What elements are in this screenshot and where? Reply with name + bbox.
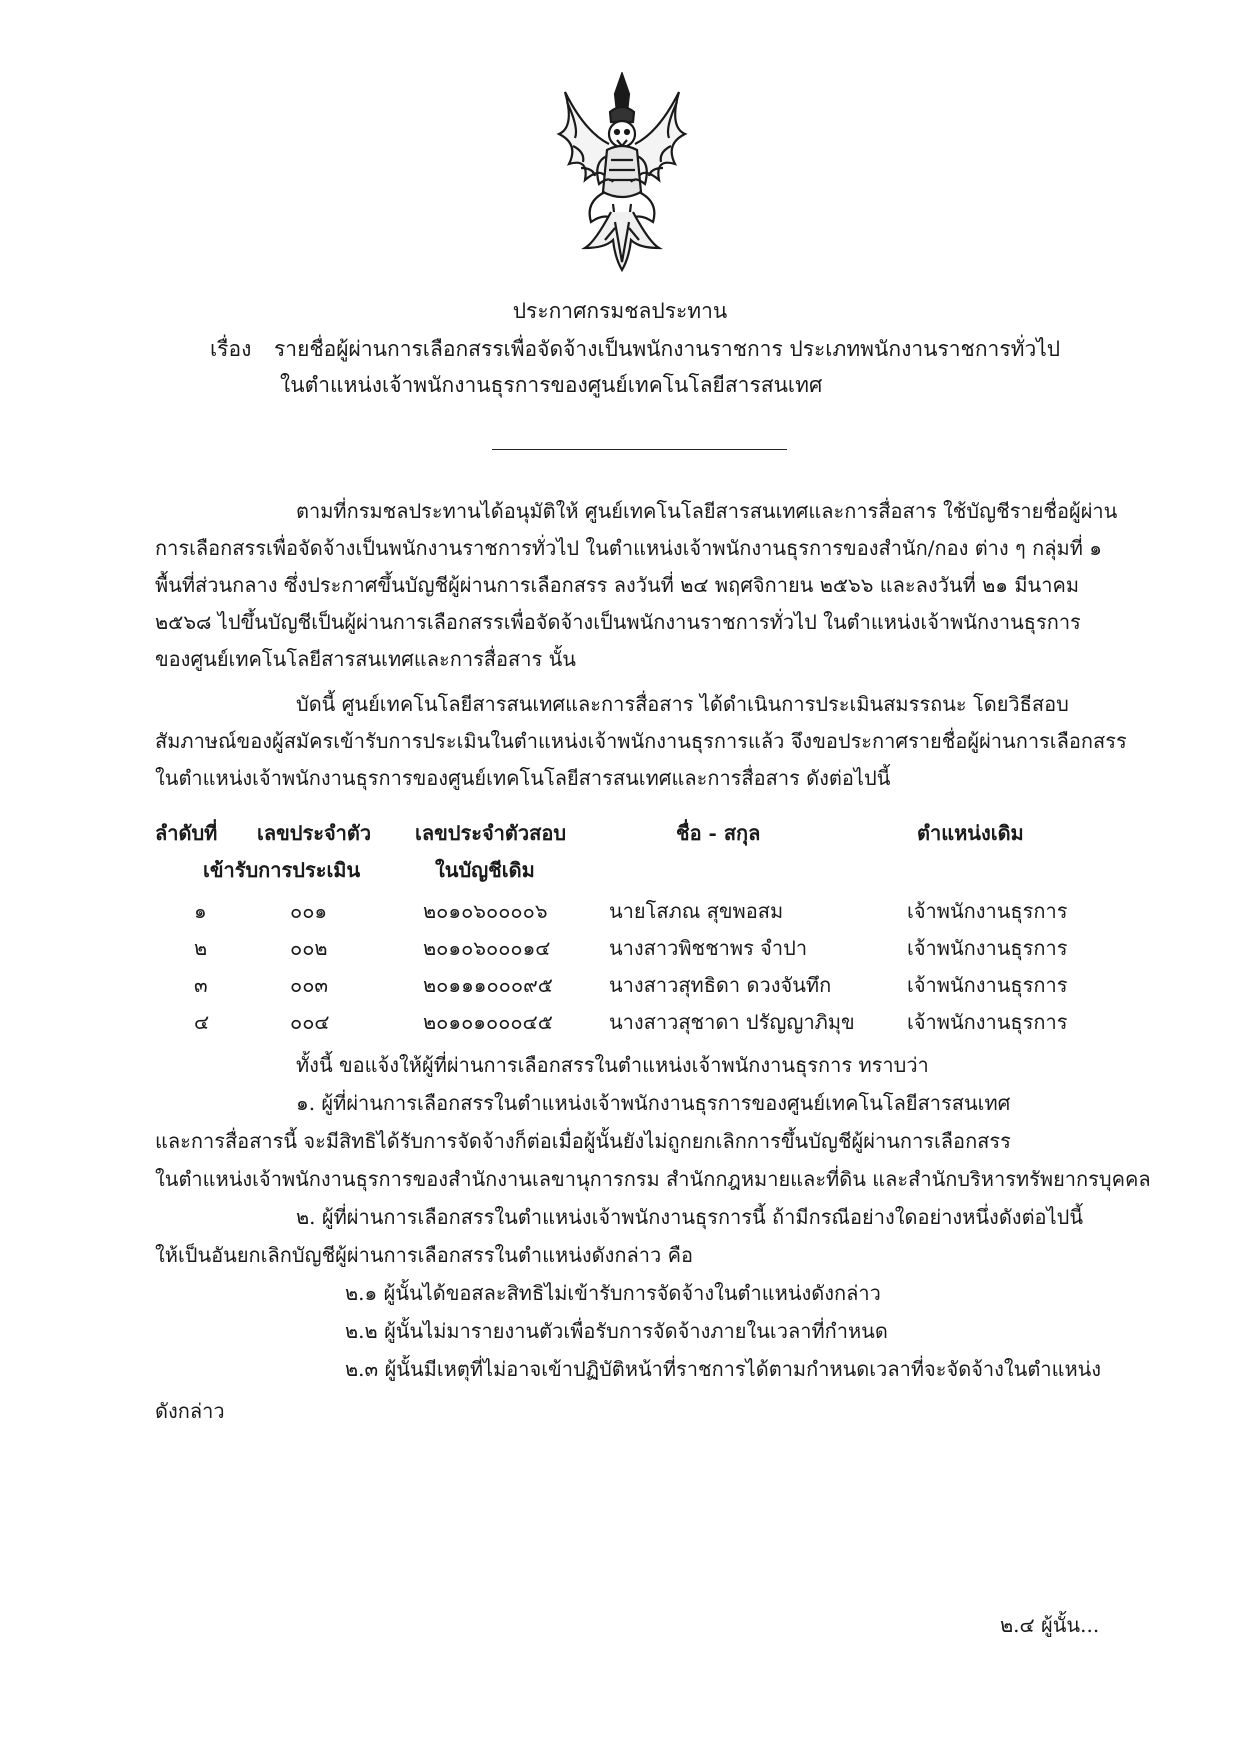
header-id: เลขประจำตัว bbox=[257, 821, 372, 845]
cell-position: เจ้าพนักงานธุรการ bbox=[907, 973, 1068, 997]
cell-position: เจ้าพนักงานธุรการ bbox=[907, 936, 1068, 960]
cell-order: ๓ bbox=[194, 973, 208, 997]
header-divider bbox=[492, 449, 787, 450]
header-exam-id: เลขประจำตัวสอบ bbox=[415, 821, 567, 845]
paragraph-2-line: บัดนี้ ศูนย์เทคโนโลยีสารสนเทศและการสื่อสาร ได้ดำเนินการประเมินสมรรถนะ โดยวิธีสอบ bbox=[296, 692, 1069, 716]
notice-item-1-line-1: ๑. ผู้ที่ผ่านการเลือกสรรในตำแหน่งเจ้าพนักงานธุรการของศูนย์เทคโนโลยีสารสนเทศ bbox=[296, 1091, 1011, 1115]
paragraph-1-line: ของศูนย์เทคโนโลยีสารสนเทศและการสื่อสาร นั้น bbox=[155, 647, 576, 671]
cell-name: นางสาวพิชชาพร จำปา bbox=[609, 936, 808, 960]
notice-item-2-1: ๒.๑ ผู้นั้นได้ขอสละสิทธิไม่เข้ารับการจัดจ้างในตำแหน่งดังกล่าว bbox=[345, 1281, 881, 1305]
cell-name: นางสาวสุชาดา ปรัญญาภิมุข bbox=[609, 1010, 855, 1034]
header-name: ชื่อ - สกุล bbox=[676, 821, 761, 845]
header-exam-id-line2: ในบัญชีเดิม bbox=[435, 858, 535, 882]
notice-item-2-line-1: ๒. ผู้ที่ผ่านการเลือกสรรในตำแหน่งเจ้าพนักงานธุรการนี้ ถ้ามีกรณีอย่างใดอย่างหนึ่งดังต่อไปนี้ bbox=[296, 1205, 1083, 1229]
paragraph-2-line: ในตำแหน่งเจ้าพนักงานธุรการของศูนย์เทคโนโลยีสารสนเทศและการสื่อสาร ดังต่อไปนี้ bbox=[155, 766, 891, 790]
cell-order: ๑ bbox=[194, 899, 207, 923]
cell-exam-id: ๒๐๑๐๖๐๐๐๐๖ bbox=[423, 899, 548, 923]
cell-name: นางสาวสุทธิดา ดวงจันทึก bbox=[609, 973, 832, 997]
paragraph-2 bbox=[155, 686, 1127, 797]
announcement-subject bbox=[210, 331, 1130, 403]
announcement-title: ประกาศกรมชลประทาน bbox=[512, 299, 728, 323]
paragraph-1-line: ๒๕๖๘ ไปขึ้นบัญชีเป็นผู้ผ่านการเลือกสรรเพื่อจัดจ้างเป็นพนักงานราชการทั่วไป ในตำแหน่งเจ้าพนักงานธุรการ bbox=[155, 610, 1081, 634]
notice-item-2-3-line-2: ดังกล่าว bbox=[155, 1399, 225, 1423]
subject-line-2: ในตำแหน่งเจ้าพนักงานธุรการของศูนย์เทคโนโลยีสารสนเทศ bbox=[280, 373, 823, 397]
cell-position: เจ้าพนักงานธุรการ bbox=[907, 1010, 1068, 1034]
paragraph-1-line: ตามที่กรมชลประทานได้อนุมัติให้ ศูนย์เทคโนโลยีสารสนเทศและการสื่อสาร ใช้บัญชีรายชื่อผู้ผ่าน bbox=[296, 499, 1118, 523]
cell-position: เจ้าพนักงานธุรการ bbox=[907, 899, 1068, 923]
cell-order: ๔ bbox=[194, 1010, 210, 1034]
cell-exam-id: ๒๐๑๑๑๐๐๐๙๕ bbox=[423, 973, 553, 997]
notice-item-2-2: ๒.๒ ผู้นั้นไม่มารายงานตัวเพื่อรับการจัดจ้างภายในเวลาที่กำหนด bbox=[345, 1319, 888, 1343]
header-position: ตำแหน่งเดิม bbox=[917, 821, 1024, 845]
cell-id: ๐๐๑ bbox=[290, 899, 328, 923]
header-id-line2: เข้ารับการประเมิน bbox=[203, 858, 361, 882]
notice-intro: ทั้งนี้ ขอแจ้งให้ผู้ที่ผ่านการเลือกสรรในตำแหน่งเจ้าพนักงานธุรการ ทราบว่า bbox=[296, 1053, 929, 1077]
subject-line-1: รายชื่อผู้ผ่านการเลือกสรรเพื่อจัดจ้างเป็นพนักงานราชการ ประเภทพนักงานราชการทั่วไป bbox=[274, 337, 1061, 361]
table-row bbox=[155, 893, 1115, 930]
page-continuation: ๒.๔ ผู้นั้น... bbox=[1000, 1613, 1100, 1637]
table-row bbox=[155, 930, 1115, 967]
cell-exam-id: ๒๐๑๐๑๐๐๐๔๕ bbox=[423, 1010, 553, 1034]
cell-name: นายโสภณ สุขพอสม bbox=[609, 899, 784, 923]
cell-id: ๐๐๓ bbox=[290, 973, 329, 997]
notice-item-2-3-line-1: ๒.๓ ผู้นั้นมีเหตุที่ไม่อาจเข้าปฏิบัติหน้าที่ราชการได้ตามกำหนดเวลาที่จะจัดจ้างในตำแหน่ง bbox=[345, 1357, 1102, 1381]
header-order: ลำดับที่ bbox=[155, 821, 218, 845]
cell-id: ๐๐๔ bbox=[290, 1010, 330, 1034]
notice-item-2-line-2: ให้เป็นอันยกเลิกบัญชีผู้ผ่านการเลือกสรรในตำแหน่งดังกล่าว คือ bbox=[155, 1243, 693, 1267]
notice-item-1-line-2: และการสื่อสารนี้ จะมีสิทธิได้รับการจัดจ้างก็ต่อเมื่อผู้นั้นยังไม่ถูกยกเลิกการขึ้นบัญชีผู้ผ่านการเลือกสรร bbox=[155, 1129, 1011, 1153]
table-row bbox=[155, 1004, 1115, 1041]
notice-item-1-line-3: ในตำแหน่งเจ้าพนักงานธุรการของสำนักงานเลขานุการกรม สำนักกฎหมายและที่ดิน และสำนักบริหารทรัพยากรบุคคล bbox=[155, 1167, 1151, 1191]
paragraph-2-line: สัมภาษณ์ของผู้สมัครเข้ารับการประเมินในตำแหน่งเจ้าพนักงานธุรการแล้ว จึงขอประกาศรายชื่อผู้ผ่านการเลือกสรร bbox=[155, 729, 1127, 753]
table-row bbox=[155, 967, 1115, 1004]
paragraph-1-line: การเลือกสรรเพื่อจัดจ้างเป็นพนักงานราชการทั่วไป ในตำแหน่งเจ้าพนักงานธุรการของสำนัก/กอง ต่าง ๆ กลุ่มที่ ๑ bbox=[155, 536, 1102, 560]
subject-label: เรื่อง bbox=[210, 337, 252, 361]
cell-id: ๐๐๒ bbox=[290, 936, 328, 960]
cell-order: ๒ bbox=[194, 936, 208, 960]
paragraph-1 bbox=[155, 493, 1118, 678]
cell-exam-id: ๒๐๑๐๖๐๐๐๑๔ bbox=[423, 936, 551, 960]
notice-section bbox=[155, 1046, 1151, 1430]
garuda-emblem-icon bbox=[555, 72, 690, 272]
paragraph-1-line: พื้นที่ส่วนกลาง ซึ่งประกาศขึ้นบัญชีผู้ผ่านการเลือกสรร ลงวันที่ ๒๔ พฤศจิกายน ๒๕๖๖ และลงวันที่ ๒๑ มีนาคม bbox=[155, 573, 1080, 597]
